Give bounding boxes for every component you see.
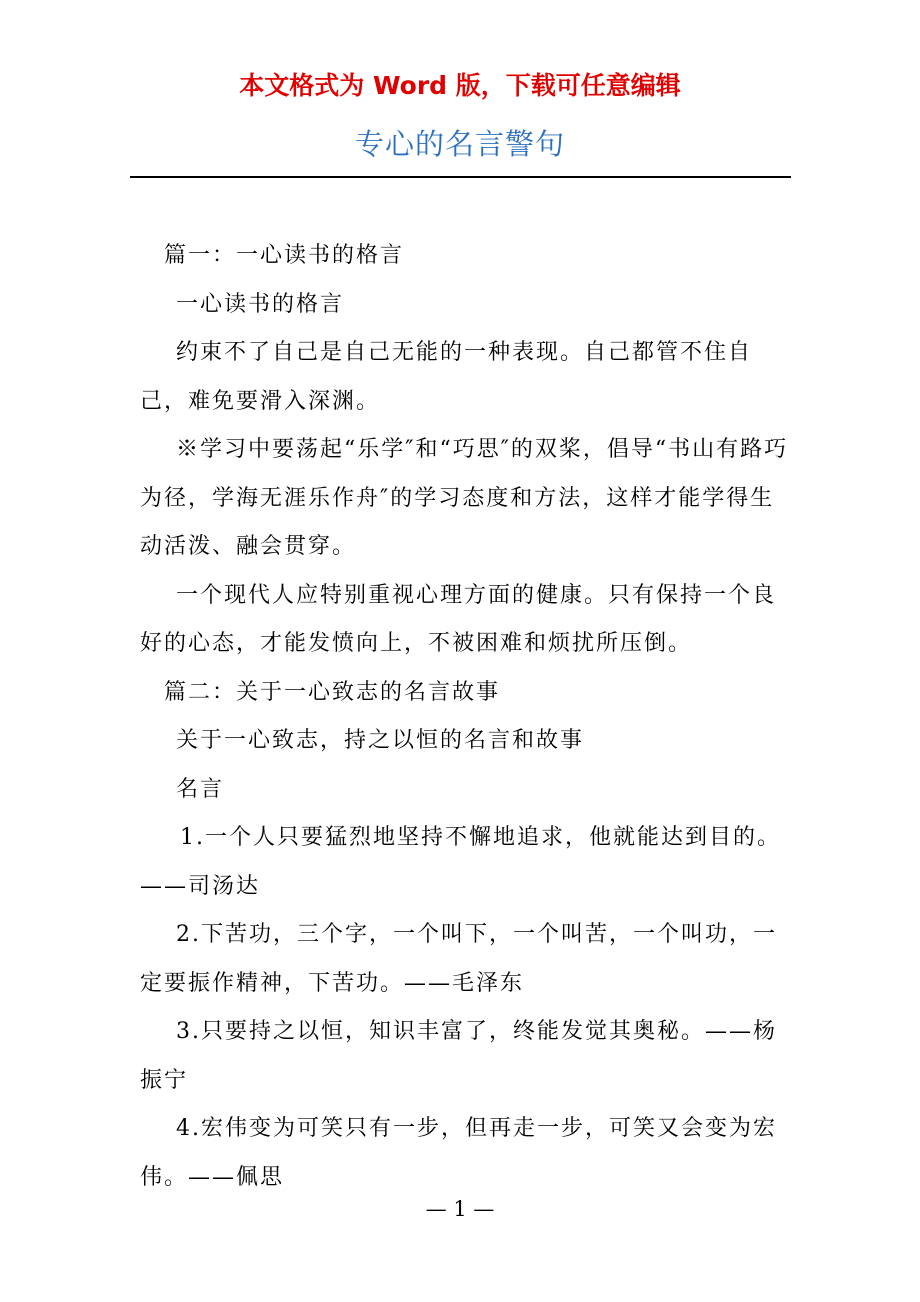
section-heading-2: 篇二：关于一心致志的名言故事 <box>164 679 501 705</box>
page-number: — 1 — <box>425 1197 495 1221</box>
paragraph: 一个现代人应特别重视心理方面的健康。只有保持一个良好的心态，才能发愤向上，不被困难和烦扰所压倒。 <box>140 582 777 656</box>
format-notice: 本文格式为 Word 版，下载可任意编辑 <box>239 71 681 100</box>
quote-item: 2.下苦功，三个字，一个叫下，一个叫苦，一个叫功，一定要振作精神，下苦功。——毛泽东 <box>140 922 777 996</box>
title-divider <box>130 176 791 178</box>
section-heading-1: 篇一：一心读书的格言 <box>164 243 405 268</box>
paragraph: 约束不了自己是自己无能的一种表现。自己都管不住自己，难免要滑入深渊。 <box>140 340 753 414</box>
subheading-quotes: 名言 <box>176 776 225 802</box>
subheading-2: 关于一心致志，持之以恒的名言和故事 <box>176 728 585 753</box>
paragraph: ※学习中要荡起“乐学″和“巧思″的双桨，倡导“书山有路巧为径，学海无涯乐作舟″的学习态度和方法，这样才能学得生动活泼、融会贯穿。 <box>140 437 789 559</box>
quote-item: 1.一个人只要猛烈地坚持不懈地追求，他就能达到目的。——司汤达 <box>140 825 781 899</box>
document-title: 专心的名言警句 <box>354 127 565 161</box>
document-body <box>140 232 790 1202</box>
subheading-1: 一心读书的格言 <box>176 291 345 317</box>
quote-item: 3.只要持之以恒，知识丰富了，终能发觉其奥秘。——杨振宁 <box>140 1019 777 1093</box>
quote-item: 4.宏伟变为可笑只有一步，但再走一步，可笑又会变为宏伟。——佩思 <box>140 1116 777 1190</box>
